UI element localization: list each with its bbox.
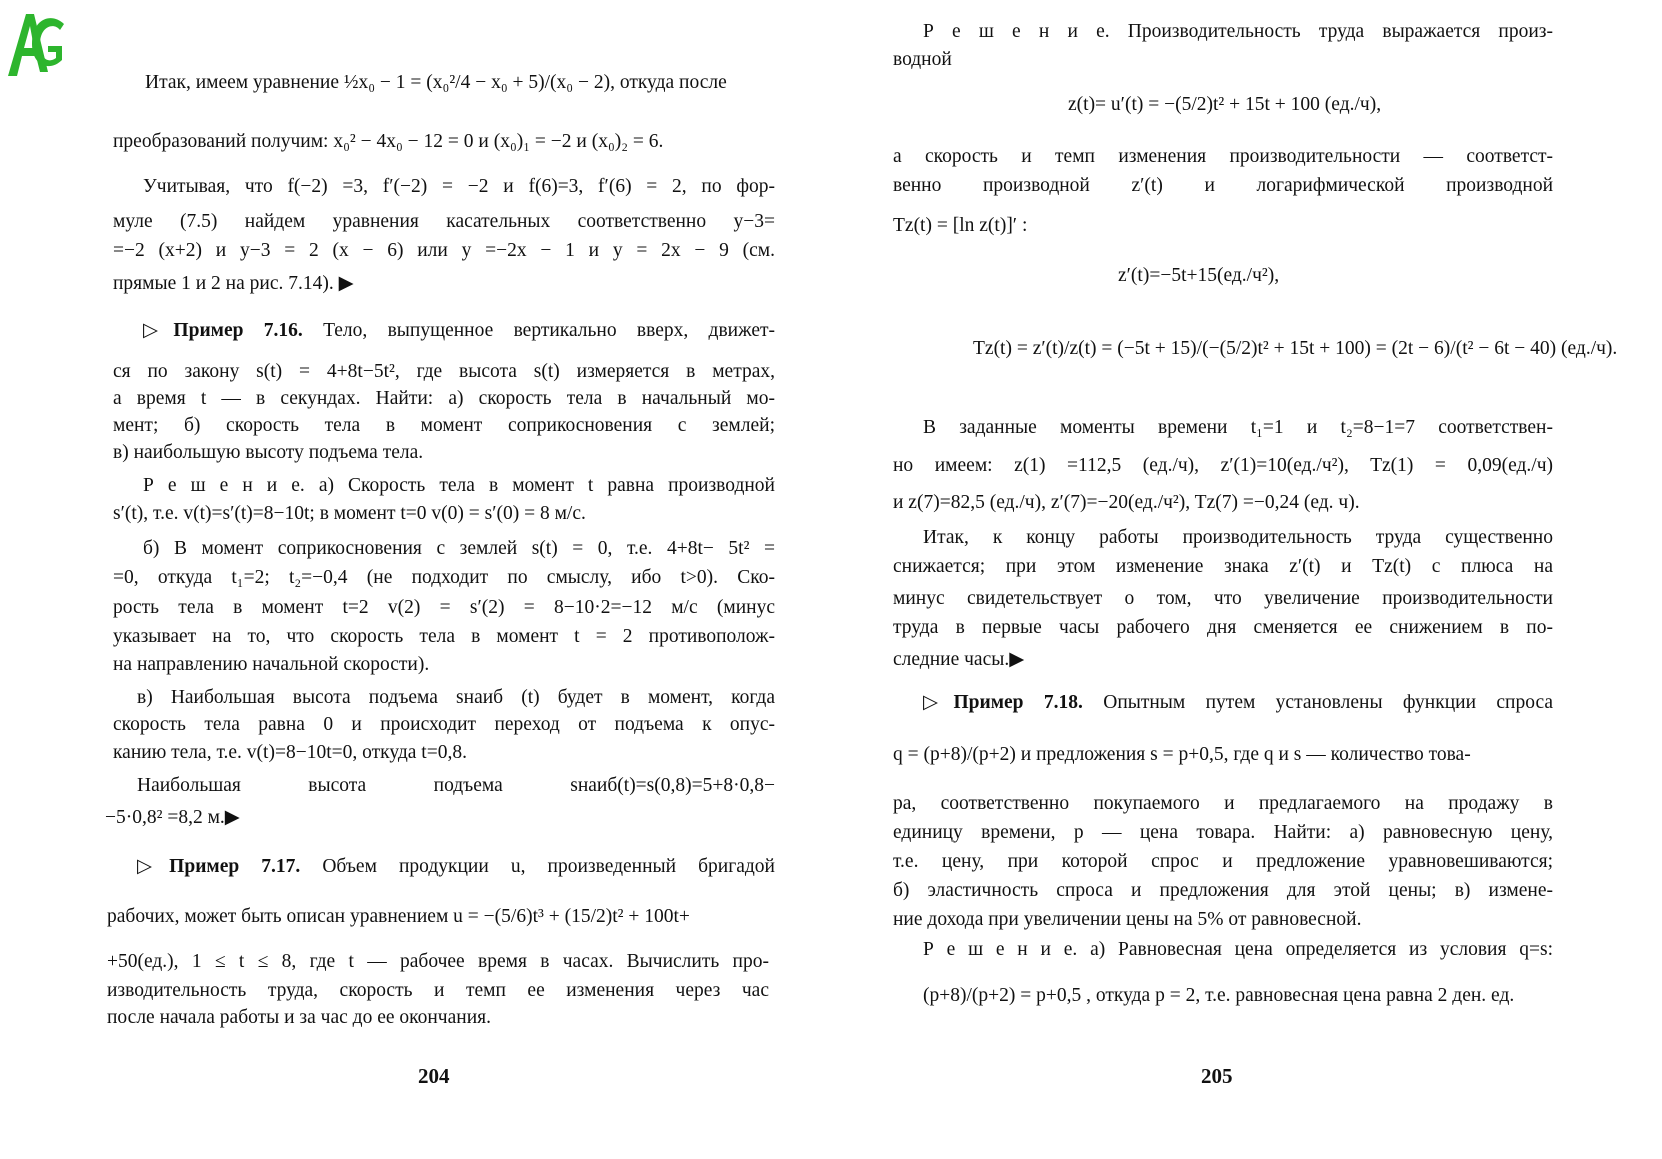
text-line: т.е. цену, при которой спрос и предложение уравновешиваются; [893,851,1553,872]
text-line: изводительность труда, скорость и темп ее изменения через час [107,980,769,1001]
text-line: указывает на то, что скорость тела в момент t = 2 противополож- [113,626,775,647]
text-line: б) В момент соприкосновения с землей s(t) = 0, т.е. 4+8t− 5t² = [143,538,775,559]
text-line: =0, откуда t₁=2; t₂=−0,4 (не подходит по смыслу, ибо t>0). Ско- [113,567,775,588]
text-line: s′(t), т.е. v(t)=s′(t)=8−10t; в момент t=0 v(0) = s′(0) = 8 м/с. [113,503,586,524]
text-line: муле (7.5) найдем уравнения касательных соответственно y−3= [113,211,775,232]
text-line: а время t — в секундах. Найти: а) скорость тела в начальный мо- [113,388,775,409]
text-line: единицу времени, p — цена товара. Найти: а) равновесную цену, [893,822,1553,843]
text-line: но имеем: z(1) =112,5 (ед./ч), z′(1)=10(ед./ч²), Tz(1) = 0,09(ед./ч) [893,455,1553,476]
text-line: снижается; при этом изменение знака z′(t) и Tz(t) с плюса на [893,556,1553,577]
text-line: и z(7)=82,5 (ед./ч), z′(7)=−20(ед./ч²), Tz(7) =−0,24 (ед. ч). [893,492,1360,513]
text-line: ние дохода при увеличении цены на 5% от равновесной. [893,909,1362,930]
text-line: =−2 (x+2) и y−3 = 2 (x − 6) или y =−2x − 1 и y = 2x − 9 (см. [113,240,775,261]
text-line: после начала работы и за час до ее окончания. [107,1007,491,1028]
text-line: венно производной z′(t) и логарифмической производной [893,175,1553,196]
text-line: прямые 1 и 2 на рис. 7.14). ▶ [113,273,354,294]
formula-line: z′(t)=−5t+15(ед./ч²), [1118,265,1280,286]
text-line: −5·0,8² =8,2 м.▶ [105,807,240,828]
formula-line: Tz(t) = z′(t)/z(t) = (−5t + 15)/(−(5/2)t² + 15t + 100) = (2t − 6)/(t² − 6t − 40) (ед./ч). [973,338,1618,359]
text-line: следние часы.▶ [893,649,1025,670]
text-line: Наибольшая высота подъема sнаиб(t)=s(0,8)=5+8·0,8− [137,775,775,796]
text-line: б) эластичность спроса и предложения для этой цены; в) измене- [893,880,1553,901]
page-number: 205 [1201,1064,1233,1088]
text-line: в) наибольшую высоту подъема тела. [113,442,424,463]
text-line: Учитывая, что f(−2) =3, f′(−2) = −2 и f(6)=3, f′(6) = 2, по фор- [143,176,775,197]
text-line: +50(ед.), 1 ≤ t ≤ 8, где t — рабочее время в часах. Вычислить про- [107,951,769,972]
formula-line: (p+8)/(p+2) = p+0,5 , откуда p = 2, т.е. равновесная цена равна 2 ден. ед. [923,985,1515,1006]
text-line: ся по закону s(t) = 4+8t−5t², где высота s(t) измеряется в метрах, [113,361,775,382]
text-line: а скорость и темп изменения производительности — соответст- [893,146,1553,167]
text-line: мент; б) скорость тела в момент соприкосновения с землей; [113,415,775,436]
text-line: минус свидетельствует о том, что увеличение производительности [893,588,1553,609]
text-line: водной [893,49,952,70]
text-line: скорость тела равна 0 и происходит переход от подъема к опус- [113,714,775,735]
text-line: В заданные моменты времени t₁=1 и t₂=8−1=7 соответствен- [923,417,1553,438]
page-number: 204 [418,1064,450,1088]
text-line: на направлению начальной скорости). [113,654,430,675]
text-line: Р е ш е н и е. а) Равновесная цена определяется из условия q=s: [923,939,1553,960]
example-heading: ▷Пример 7.18. Опытным путем установлены функции спроса [923,692,1553,713]
example-heading: ▷Пример 7.16. Тело, выпущенное вертикально вверх, движет- [143,320,775,341]
text-line: Итак, к концу работы производительность труда существенно [923,527,1553,548]
text-line: рость тела в момент t=2 v(2) = s′(2) = 8−10·2=−12 м/с (минус [113,597,775,618]
text-line: Р е ш е н и е. Производительность труда выражается произ- [923,21,1553,42]
text-line: труда в первые часы рабочего дня сменяется ее снижением в по- [893,617,1553,638]
formula-line: z(t)= u′(t) = −(5/2)t² + 15t + 100 (ед./ч), [1068,94,1382,115]
text-line: Tz(t) = [ln z(t)]′ : [893,215,1028,236]
right-page [831,0,1662,1159]
text-line: в) Наибольшая высота подъема sнаиб (t) будет в момент, когда [137,687,775,708]
text-line: преобразований получим: x₀² − 4x₀ − 12 = 0 и (x₀)₁ = −2 и (x₀)₂ = 6. [113,131,664,152]
text-line: ра, соответственно покупаемого и предлагаемого на продажу в [893,793,1553,814]
text-line: q = (p+8)/(p+2) и предложения s = p+0,5, где q и s — количество това- [893,744,1471,765]
text-line: Итак, имеем уравнение ½x₀ − 1 = (x₀²/4 − x₀ + 5)/(x₀ − 2), откуда после [145,72,727,93]
text-line: Р е ш е н и е. а) Скорость тела в момент t равна производной [143,475,775,496]
text-line: рабочих, может быть описан уравнением u = −(5/6)t³ + (15/2)t² + 100t+ [107,906,690,927]
example-heading: ▷Пример 7.17. Объем продукции u, произведенный бригадой [137,856,775,877]
text-line: канию тела, т.е. v(t)=8−10t=0, откуда t=0,8. [113,742,467,763]
